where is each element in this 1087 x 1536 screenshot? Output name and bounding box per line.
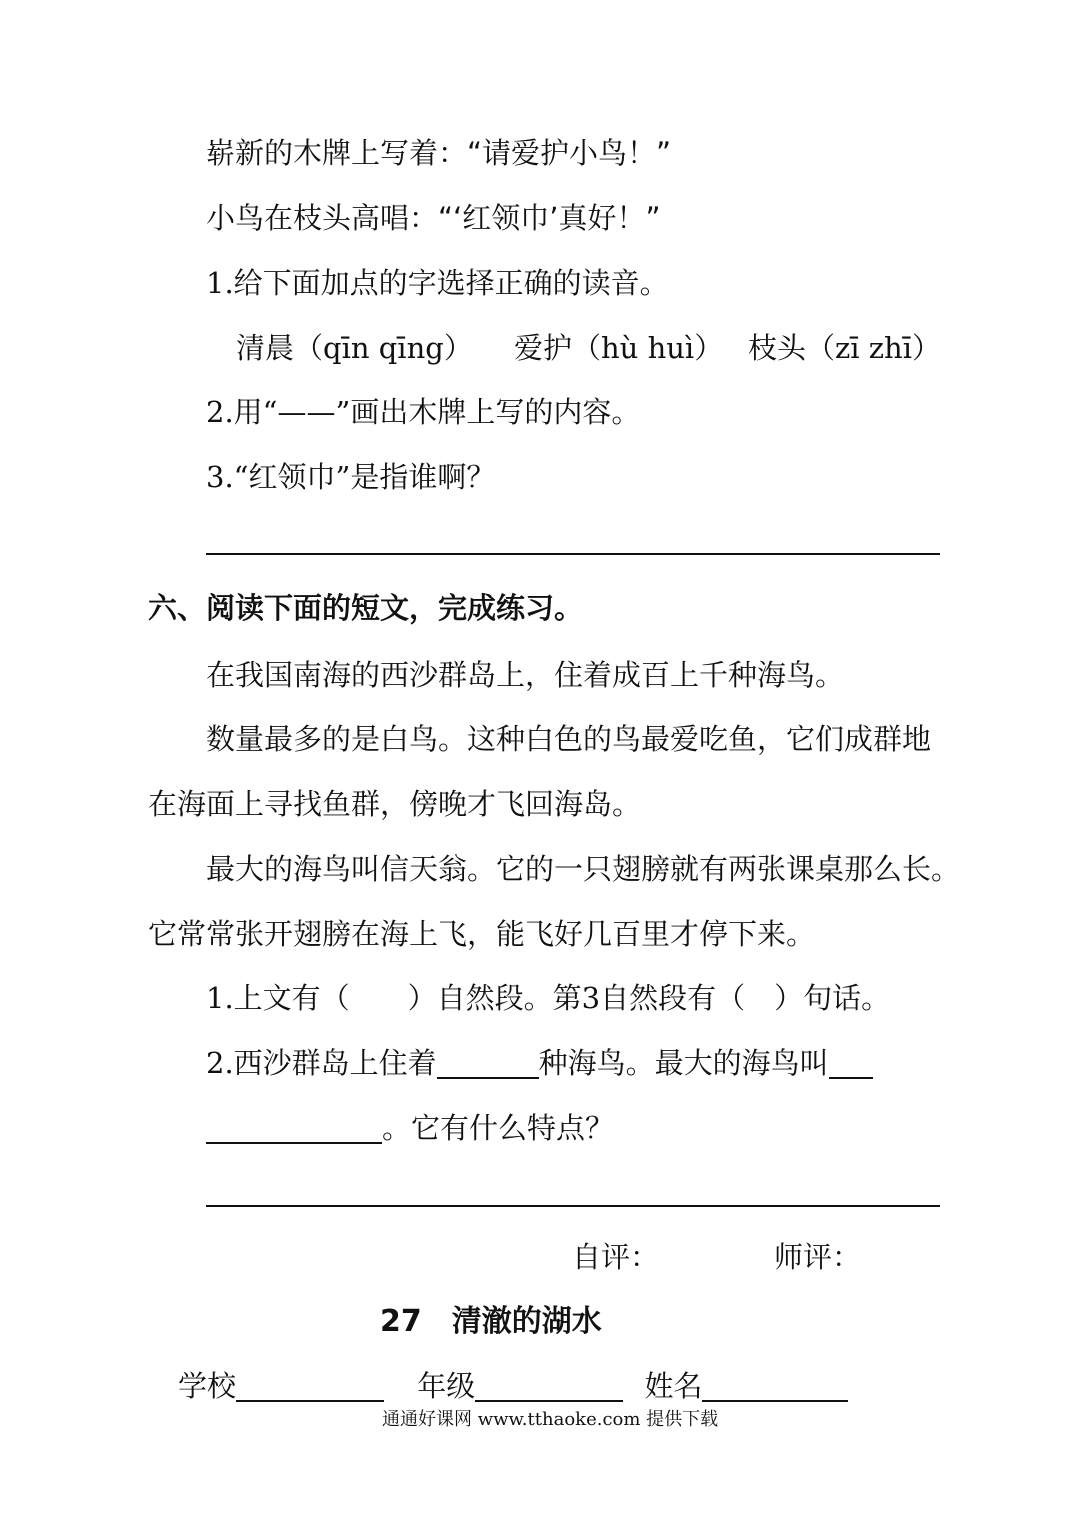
option-aihu: 爱护（hù huì） <box>514 331 724 365</box>
grade-field[interactable] <box>475 1372 623 1402</box>
self-evaluation: 自评： <box>572 1240 660 1274</box>
passage-para-3-line-2: 它常常张开翅膀在海上飞，能飞好几百里才停下来。 <box>148 917 816 951</box>
question-2: 2.用“——”画出木牌上写的内容。 <box>206 395 641 429</box>
grade-label: 年级 <box>417 1369 476 1403</box>
poem-line-2: 小鸟在枝头高唱：“‘红领巾’真好！” <box>206 201 661 235</box>
q2-text-part-2: 种海鸟。最大的海鸟叫 <box>538 1046 829 1080</box>
blank-bird-count[interactable] <box>437 1049 539 1079</box>
school-field[interactable] <box>236 1372 384 1402</box>
section-6-heading: 六、阅读下面的短文，完成练习。 <box>148 591 584 625</box>
q2-text-part-3: 。它有什么特点？ <box>382 1111 615 1145</box>
q2-text-part-1: 2.西沙群岛上住着 <box>206 1046 437 1080</box>
name-field[interactable] <box>702 1372 848 1402</box>
answer-line-features[interactable] <box>206 1205 940 1207</box>
section-6-question-2-cont <box>206 1108 614 1148</box>
passage-para-3-line-1: 最大的海鸟叫信天翁。它的一只翅膀就有两张课桌那么长。 <box>206 852 961 886</box>
blank-largest-bird-start[interactable] <box>829 1049 873 1079</box>
blank-largest-bird-end[interactable] <box>206 1114 382 1144</box>
name-label: 姓名 <box>644 1369 703 1403</box>
question-1: 1.给下面加点的字选择正确的读音。 <box>206 266 669 300</box>
passage-para-1: 在我国南海的西沙群岛上，住着成百上千种海鸟。 <box>206 658 845 692</box>
question-3: 3.“红领巾”是指谁啊？ <box>206 460 496 494</box>
school-label: 学校 <box>178 1369 237 1403</box>
lesson-title: 27 清澈的湖水 <box>380 1304 602 1339</box>
student-info-row <box>178 1366 848 1406</box>
poem-line-1: 崭新的木牌上写着：“请爱护小鸟！” <box>206 136 672 170</box>
passage-para-2-line-1: 数量最多的是白鸟。这种白色的鸟最爱吃鱼，它们成群地 <box>206 722 932 756</box>
option-zhitou: 枝头（zī zhī） <box>748 331 942 365</box>
footer-credit: 通通好课网 www.tthaoke.com 提供下载 <box>382 1409 719 1430</box>
section-6-question-1: 1.上文有（ ）自然段。第3自然段有（ ）句话。 <box>206 981 891 1015</box>
option-qingchen: 清晨（qīn qīng） <box>236 331 473 365</box>
answer-line-q3[interactable] <box>206 553 940 555</box>
passage-para-2-line-2: 在海面上寻找鱼群，傍晚才飞回海岛。 <box>148 787 642 821</box>
section-6-question-2 <box>206 1043 873 1083</box>
teacher-evaluation: 师评： <box>774 1240 862 1274</box>
